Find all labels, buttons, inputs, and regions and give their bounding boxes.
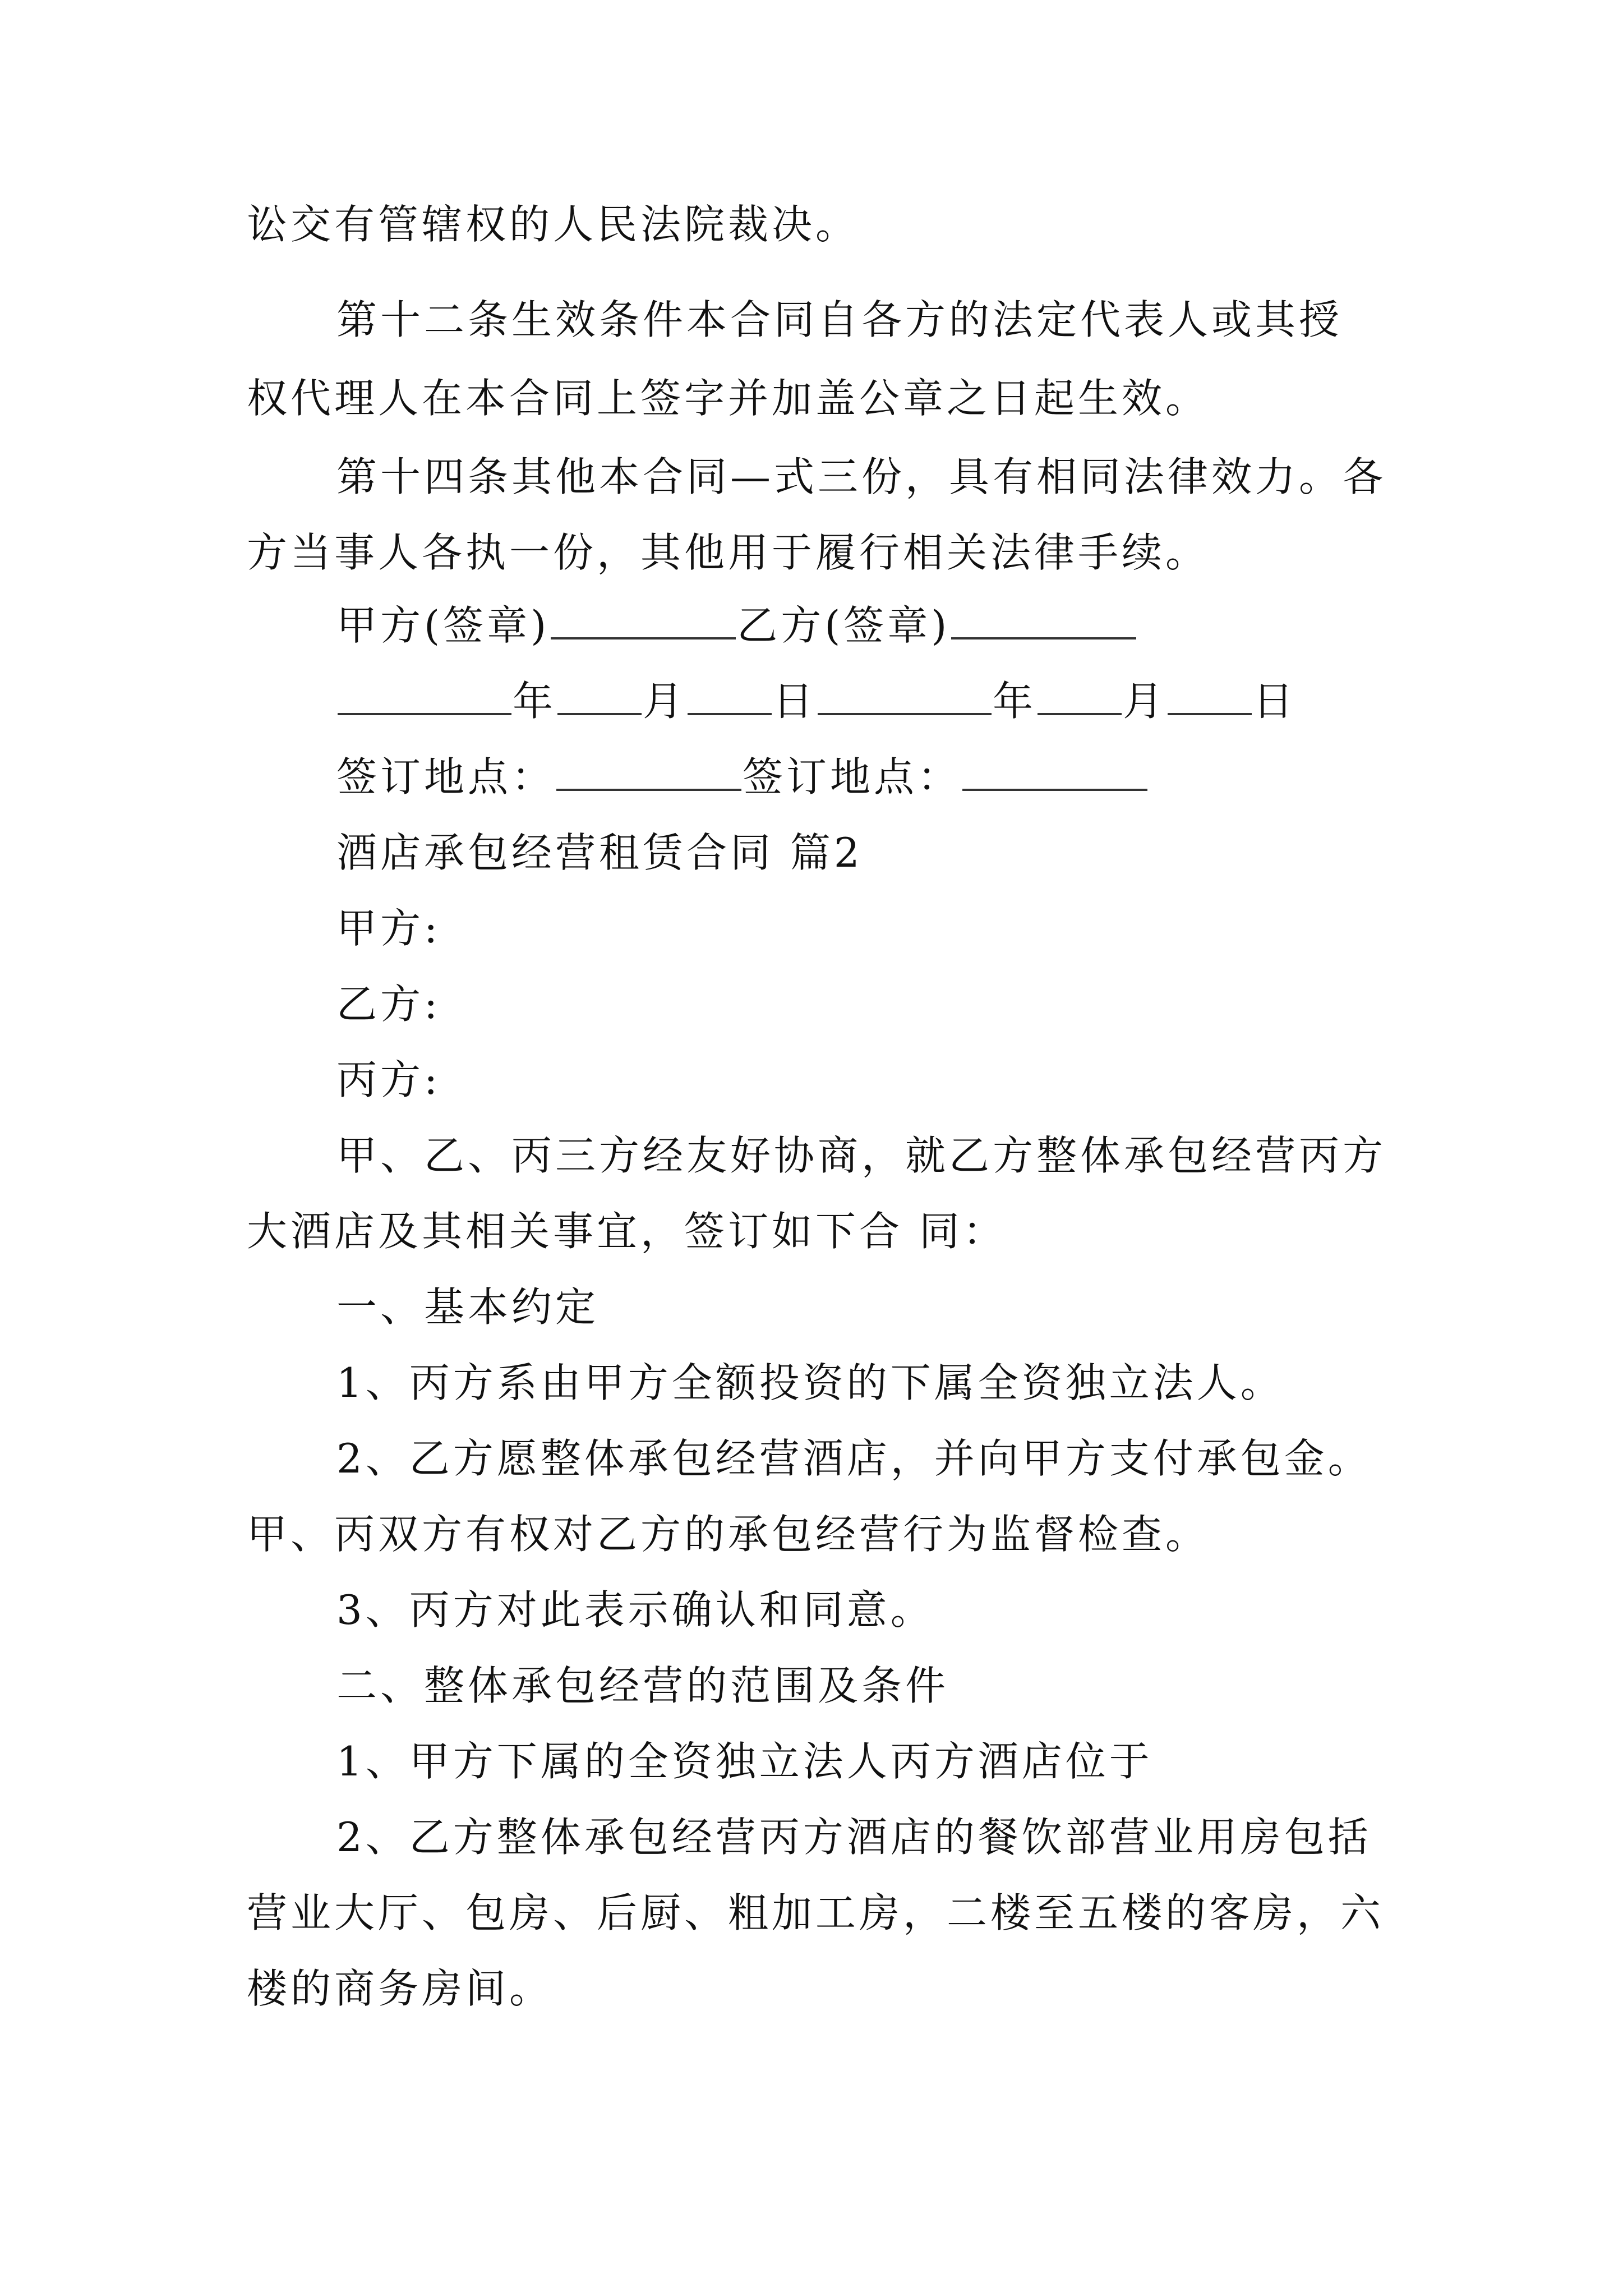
list-item-continuation: 楼的商务房间。 [247,1965,554,2012]
month-blank [557,674,642,715]
signature-blank [551,598,736,639]
place-blank [556,749,741,791]
paragraph-line: 第十二条生效条件本合同自各方的法定代表人或其授 [336,296,1343,343]
party-a-signature-label: 甲方(签章) [336,602,550,649]
party-b-signature-label: 乙方(签章) [737,602,951,649]
section-heading: 一、基本约定 [336,1283,600,1331]
year-label: 年 [993,678,1037,725]
party-a-line: 甲方: [336,905,441,952]
place-row [336,749,1149,805]
month-blank [1038,674,1122,715]
section-title: 酒店承包经营租赁合同 篇2 [336,829,863,876]
paragraph-line: 大酒店及其相关事宜，签订如下合 同： [247,1208,1007,1255]
year-blank [338,674,511,715]
day-label: 日 [1253,678,1297,725]
signature-row [336,597,1137,654]
list-item: 2、乙方整体承包经营丙方酒店的餐饮部营业用房包括 [336,1814,1372,1861]
list-item: 2、乙方愿整体承包经营酒店，并向甲方支付承包金。 [336,1435,1372,1482]
day-label: 日 [773,678,817,725]
party-c-line: 丙方: [336,1056,441,1103]
place-label: 签订地点： [336,753,556,800]
year-blank [818,674,992,715]
paragraph-line: 讼交有管辖权的人民法院裁决。 [247,201,860,248]
list-item-continuation: 营业大厅、包房、后厨、粗加工房，二楼至五楼的客房，六 [247,1889,1385,1936]
day-blank [688,674,772,715]
paragraph-line: 权代理人在本合同上签字并加盖公章之日起生效。 [247,375,1210,422]
section-heading: 二、整体承包经营的范围及条件 [336,1662,949,1709]
signature-blank [951,598,1136,639]
paragraph-line: 甲、乙、丙三方经友好协商，就乙方整体承包经营丙方 [336,1132,1387,1179]
paragraph-line: 第十四条其他本合同—式三份，具有相同法律效力。各 [336,453,1387,500]
day-blank [1168,674,1252,715]
place-label: 签订地点： [743,753,962,800]
list-item: 1、丙方系由甲方全额投资的下属全资独立法人。 [336,1359,1284,1406]
list-item: 1、甲方下属的全资独立法人丙方酒店位于 [336,1738,1153,1785]
date-row [336,673,1297,729]
place-blank [962,749,1147,791]
party-b-line: 乙方: [336,981,441,1028]
month-label: 月 [643,678,687,725]
list-item-continuation: 甲、丙双方有权对乙方的承包经营行为监督检查。 [247,1511,1210,1558]
list-item: 3、丙方对此表示确认和同意。 [336,1586,934,1634]
month-label: 月 [1123,678,1167,725]
paragraph-line: 方当事人各执一份，其他用于履行相关法律手续。 [247,529,1210,576]
year-label: 年 [513,678,557,725]
